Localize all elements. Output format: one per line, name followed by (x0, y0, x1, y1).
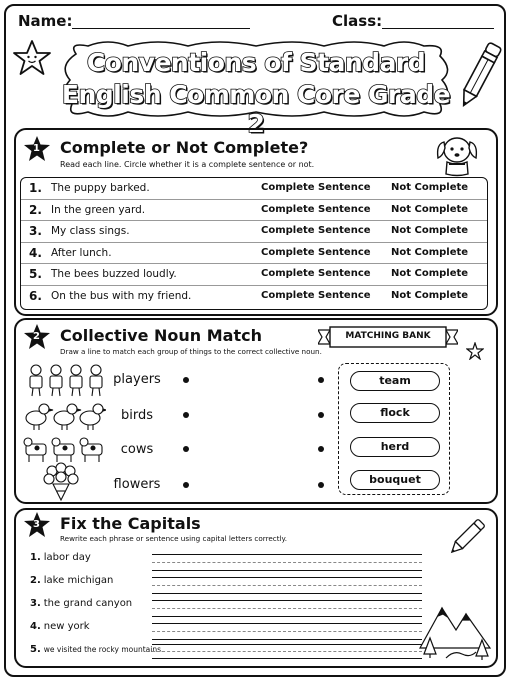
not-complete-option[interactable]: Not Complete (391, 268, 469, 279)
capitals-item (30, 552, 91, 563)
item-text: we visited the rocky mountains. (43, 645, 164, 654)
name-line[interactable] (72, 28, 250, 29)
table-row (21, 221, 487, 243)
bouquet-picture-icon (40, 462, 82, 502)
section-1-instructions: Read each line. Circle whether it is a complete sentence or not. (60, 160, 315, 169)
bank-word-bouquet[interactable]: bouquet (350, 470, 440, 490)
match-word-cows: cows (120, 442, 154, 457)
pencil-small-icon (444, 516, 488, 560)
bank-word-team[interactable]: team (350, 371, 440, 391)
capitals-item (30, 621, 90, 632)
row-sentence: On the bus with my friend. (51, 289, 192, 302)
item-number: 1. (30, 552, 41, 563)
matching-bank-title: MATCHING BANK (345, 331, 431, 341)
section-2-number: 2 (33, 331, 40, 342)
not-complete-option[interactable]: Not Complete (391, 289, 469, 301)
writing-line[interactable] (152, 658, 422, 659)
table-row (21, 243, 487, 265)
complete-sentence-option[interactable]: Complete Sentence (261, 246, 371, 258)
match-dot-left[interactable] (183, 446, 189, 452)
item-text: lake michigan (43, 575, 114, 586)
row-sentence: After lunch. (51, 246, 112, 259)
writing-line-dashed (152, 631, 422, 632)
item-number: 5. (30, 644, 41, 655)
match-dot-right[interactable] (318, 377, 324, 383)
match-word-birds: birds (120, 408, 153, 423)
row-number: 3. (29, 224, 42, 238)
row-number: 6. (29, 288, 42, 303)
not-complete-option[interactable]: Not Complete (391, 182, 469, 193)
class-label: Class: (332, 12, 383, 30)
section-1-title: Complete or Not Complete? (60, 138, 309, 157)
writing-line[interactable] (152, 623, 422, 624)
not-complete-option[interactable]: Not Complete (391, 246, 469, 258)
small-star-icon (466, 342, 484, 360)
match-word-flowers: flowers (113, 477, 161, 492)
writing-line-dashed (152, 608, 422, 609)
writing-line-dashed (152, 585, 422, 586)
writing-line-dashed (152, 562, 422, 563)
bank-word-flock[interactable]: flock (350, 403, 440, 423)
section-2-instructions: Draw a line to match each group of things to the correct collective noun. (60, 347, 322, 356)
item-text: labor day (43, 552, 91, 563)
puppy-icon (430, 130, 484, 178)
capitals-item (30, 575, 113, 586)
title-line-2: English Common Core Grade 2 (61, 80, 451, 138)
capitals-item (30, 598, 132, 609)
writing-line[interactable] (152, 600, 422, 601)
section-1-number: 1 (33, 143, 40, 154)
match-dot-left[interactable] (183, 482, 189, 488)
writing-line[interactable] (152, 570, 422, 571)
smiling-star-icon (12, 38, 52, 78)
row-number: 1. (29, 181, 42, 195)
item-number: 2. (30, 575, 41, 586)
complete-sentence-option[interactable]: Complete Sentence (261, 268, 371, 279)
row-sentence: The bees buzzed loudly. (51, 268, 177, 280)
section-3-instructions: Rewrite each phrase or sentence using capital letters correctly. (60, 534, 288, 543)
row-sentence: In the green yard. (51, 203, 146, 216)
writing-line[interactable] (152, 554, 422, 555)
row-sentence: My class sings. (51, 225, 130, 237)
item-text: the grand canyon (43, 598, 133, 609)
match-dot-left[interactable] (183, 377, 189, 383)
section-3-number: 3 (33, 519, 40, 530)
item-number: 3. (30, 598, 41, 609)
section-2-title: Collective Noun Match (60, 326, 262, 345)
writing-line-dashed (152, 651, 422, 652)
title-banner (58, 40, 454, 138)
row-sentence: The puppy barked. (51, 182, 150, 194)
not-complete-option[interactable]: Not Complete (391, 203, 469, 215)
writing-line[interactable] (152, 644, 422, 645)
writing-line[interactable] (152, 577, 422, 578)
table-row (21, 286, 487, 308)
writing-line[interactable] (152, 593, 422, 594)
match-dot-right[interactable] (318, 482, 324, 488)
complete-sentence-option[interactable]: Complete Sentence (261, 203, 371, 215)
match-dot-right[interactable] (318, 446, 324, 452)
mountains-icon (416, 590, 494, 660)
row-number: 2. (29, 202, 42, 217)
writing-line[interactable] (152, 639, 422, 640)
row-number: 5. (29, 267, 42, 281)
sentence-table (20, 177, 488, 310)
match-dot-right[interactable] (318, 412, 324, 418)
table-row (21, 264, 487, 286)
complete-sentence-option[interactable]: Complete Sentence (261, 225, 371, 236)
row-number: 4. (29, 245, 42, 260)
match-dot-left[interactable] (183, 412, 189, 418)
pencil-icon (458, 36, 504, 114)
bank-word-herd[interactable]: herd (350, 437, 440, 457)
writing-line[interactable] (152, 616, 422, 617)
capitals-item (30, 644, 163, 655)
title-line-1: Conventions of Standard (86, 48, 426, 77)
class-line[interactable] (382, 28, 494, 29)
name-label: Name: (18, 12, 73, 30)
table-row (21, 200, 487, 222)
complete-sentence-option[interactable]: Complete Sentence (261, 182, 371, 193)
item-number: 4. (30, 621, 41, 632)
complete-sentence-option[interactable]: Complete Sentence (261, 289, 371, 301)
match-word-players: players (113, 372, 161, 387)
item-text: new york (43, 621, 90, 632)
table-row (21, 178, 487, 200)
not-complete-option[interactable]: Not Complete (391, 225, 469, 236)
section-3-title: Fix the Capitals (60, 514, 201, 533)
